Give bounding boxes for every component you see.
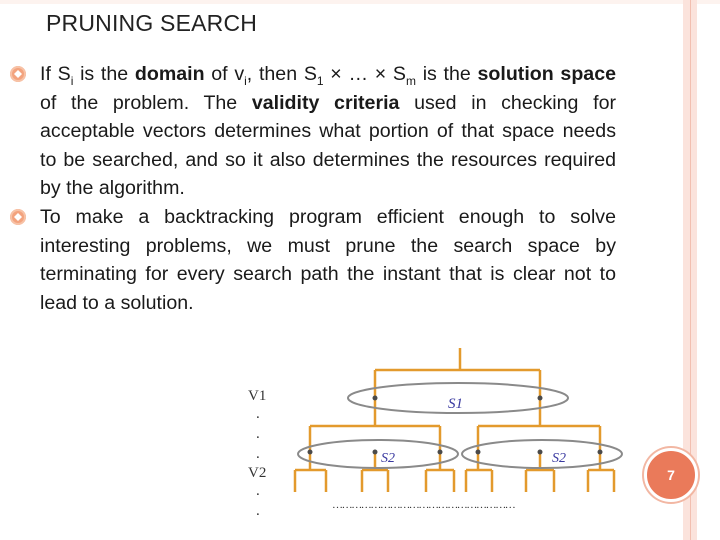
- s2-right-ellipse: [462, 440, 622, 468]
- vertical-dot: .: [256, 446, 260, 462]
- tree-node: [438, 450, 443, 455]
- s-m-symbol: $S_m$: [392, 63, 416, 88]
- vertical-dot: .: [256, 503, 260, 519]
- s-1-symbol: $S_1$: [303, 63, 324, 88]
- vertical-dot: .: [256, 483, 260, 499]
- vertical-dot: .: [256, 426, 260, 442]
- page-number-badge: 7: [644, 448, 698, 502]
- term-solution-space: solution space: [477, 63, 616, 85]
- tree-node: [598, 450, 603, 455]
- tree-branches: [295, 348, 614, 492]
- slide-title: PRUNING SEARCH: [46, 10, 258, 36]
- term-domain: domain: [134, 63, 205, 85]
- tree-node: [308, 450, 313, 455]
- tree-node: [538, 396, 543, 401]
- v-i-symbol: $v_i$: [234, 63, 247, 88]
- term-validity-criteria: validity criteria: [251, 91, 400, 114]
- s1-label: S1: [448, 396, 463, 412]
- tree-node: [538, 450, 543, 455]
- bullet-item-2: To make a backtracking program efficient enough to solve interesting problems, we must prune the search space by terminating for every search path the instant that is clear not to lead to a solution.: [40, 203, 616, 317]
- v1-label: V1: [248, 388, 267, 404]
- v2-label: V2: [248, 465, 267, 481]
- s2-left-label: S2: [381, 451, 395, 466]
- leaf-ellipsis: …………………………………………………: [332, 499, 515, 511]
- tree-node: [476, 450, 481, 455]
- s2-left-ellipse: [298, 440, 458, 468]
- bullet-item-1: If $S_i$ is the domain of $v_i$, then $S_1$ × … × $S_m$ is the solution space of the problem. The validity criteria used in checking for acceptable vectors determines what portion of that space needs to be searched, and so it also determines the resources required by the algorithm.: [40, 60, 616, 203]
- s2-right-label: S2: [552, 451, 566, 466]
- s-i-symbol: $S_i$: [57, 63, 74, 88]
- vertical-dot: .: [256, 406, 260, 422]
- tree-node: [373, 396, 378, 401]
- tree-node: [373, 450, 378, 455]
